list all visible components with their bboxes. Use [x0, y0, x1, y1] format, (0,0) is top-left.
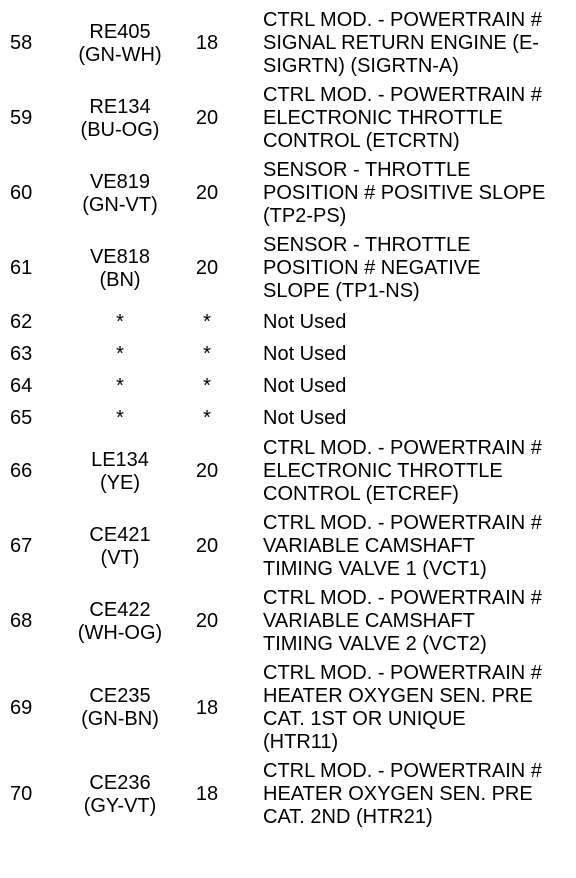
circuit-description: [238, 509, 576, 584]
description-line: CONTROL (ETCRTN): [263, 130, 460, 152]
wire-color: (GN-BN): [81, 708, 159, 730]
circuit-code: CE422: [89, 598, 151, 621]
description-line: CTRL MOD. - POWERTRAIN #: [263, 9, 542, 31]
description-line: CTRL MOD. - POWERTRAIN #: [263, 760, 542, 782]
table-row: [0, 338, 576, 370]
table-row: [0, 757, 576, 832]
pinout-table-body: [0, 6, 576, 832]
circuit-cell: [64, 757, 176, 832]
circuit-code: CE236: [89, 771, 151, 794]
wire-gauge: *: [203, 310, 211, 333]
wire-gauge: 18: [195, 783, 219, 805]
table-row: [0, 370, 576, 402]
circuit-description: [238, 338, 576, 370]
wire-gauge: 20: [195, 257, 219, 279]
description-line: SIGRTN) (SIGRTN-A): [263, 55, 459, 77]
circuit-description: [238, 659, 576, 757]
wire-gauge: 18: [195, 696, 219, 719]
pin-number: 65: [10, 406, 33, 429]
circuit-description: [238, 757, 576, 832]
circuit-cell: [64, 156, 176, 231]
description-line: POSITION # NEGATIVE: [263, 257, 481, 279]
description-line: TIMING VALVE 1 (VCT1): [263, 558, 487, 580]
wire-gauge: *: [203, 406, 211, 429]
description-line: CTRL MOD. - POWERTRAIN #: [263, 512, 542, 534]
table-row: [0, 306, 576, 338]
circuit-description: [238, 370, 576, 402]
wire-color: (WH-OG): [77, 621, 163, 644]
wire-gauge: 20: [195, 182, 219, 204]
circuit-cell: [64, 370, 176, 402]
circuit-code: *: [116, 374, 124, 397]
circuit-cell: [64, 338, 176, 370]
description-line: HEATER OXYGEN SEN. PRE: [263, 783, 533, 805]
circuit-code: CE421: [89, 523, 151, 546]
description-line: CTRL MOD. - POWERTRAIN #: [263, 84, 542, 106]
wire-gauge: *: [203, 342, 211, 365]
wire-gauge: 20: [195, 535, 219, 557]
circuit-code: *: [116, 310, 124, 333]
description-line: VARIABLE CAMSHAFT: [263, 610, 475, 632]
wire-color: (BN): [99, 268, 141, 291]
description-line: Not Used: [263, 310, 347, 333]
circuit-code: RE134: [89, 95, 151, 118]
circuit-description: [238, 81, 576, 156]
table-row: [0, 509, 576, 584]
circuit-code: RE405: [89, 20, 151, 43]
pin-number: 63: [10, 342, 33, 365]
pinout-table: [0, 6, 576, 832]
circuit-cell: [64, 402, 176, 434]
description-line: (TP2-PS): [263, 205, 347, 227]
circuit-cell: [64, 584, 176, 659]
wire-color: (GN-VT): [82, 193, 158, 216]
description-line: VARIABLE CAMSHAFT: [263, 535, 475, 557]
wire-gauge: 20: [195, 610, 219, 632]
table-row: [0, 156, 576, 231]
circuit-code: *: [116, 342, 124, 365]
wire-gauge: 18: [195, 32, 219, 54]
circuit-cell: [64, 306, 176, 338]
circuit-description: [238, 231, 576, 306]
circuit-cell: [64, 659, 176, 757]
circuit-code: VE819: [89, 170, 151, 193]
pin-number: 68: [10, 610, 33, 632]
description-line: Not Used: [263, 342, 347, 365]
wire-color: (VT): [100, 546, 140, 569]
wire-color: (YE): [100, 471, 140, 494]
description-line: ELECTRONIC THROTTLE: [263, 460, 503, 482]
circuit-cell: [64, 509, 176, 584]
description-line: Not Used: [263, 406, 347, 429]
circuit-cell: [64, 81, 176, 156]
table-row: [0, 659, 576, 757]
circuit-code: VE818: [89, 245, 151, 268]
circuit-code: LE134: [91, 448, 149, 471]
circuit-description: [238, 402, 576, 434]
circuit-description: [238, 156, 576, 231]
pin-number: 58: [10, 32, 33, 54]
pin-number: 60: [10, 182, 33, 204]
wire-gauge: 20: [195, 460, 219, 482]
circuit-code: *: [116, 406, 124, 429]
table-row: [0, 231, 576, 306]
description-line: CTRL MOD. - POWERTRAIN #: [263, 437, 542, 459]
description-line: CTRL MOD. - POWERTRAIN #: [263, 662, 542, 684]
wire-gauge: *: [203, 374, 211, 397]
table-row: [0, 6, 576, 81]
circuit-description: [238, 434, 576, 509]
description-line: SLOPE (TP1-NS): [263, 280, 420, 302]
circuit-code: CE235: [89, 685, 151, 707]
wire-color: (BU-OG): [80, 118, 160, 141]
description-line: TIMING VALVE 2 (VCT2): [263, 633, 487, 655]
circuit-description: [238, 6, 576, 81]
wire-color: (GN-WH): [78, 43, 162, 66]
description-line: CAT. 2ND (HTR21): [263, 806, 433, 828]
table-row: [0, 434, 576, 509]
circuit-description: [238, 584, 576, 659]
wire-gauge: 20: [195, 107, 219, 129]
table-row: [0, 402, 576, 434]
description-line: CTRL MOD. - POWERTRAIN #: [263, 587, 542, 609]
description-line: Not Used: [263, 374, 347, 397]
description-line: ELECTRONIC THROTTLE: [263, 107, 503, 129]
table-row: [0, 584, 576, 659]
description-line: CONTROL (ETCREF): [263, 483, 459, 505]
circuit-cell: [64, 6, 176, 81]
table-row: [0, 81, 576, 156]
wire-color: (GY-VT): [83, 794, 157, 817]
circuit-cell: [64, 434, 176, 509]
description-line: SENSOR - THROTTLE: [263, 234, 471, 256]
pin-number: 66: [10, 460, 33, 482]
pin-number: 61: [10, 257, 33, 279]
pin-number: 62: [10, 310, 33, 333]
description-line: HEATER OXYGEN SEN. PRE: [263, 685, 533, 707]
pin-number: 70: [10, 783, 33, 805]
circuit-description: [238, 306, 576, 338]
description-line: CAT. 1ST OR UNIQUE: [263, 708, 466, 730]
pin-number: 64: [10, 374, 33, 397]
pin-number: 59: [10, 107, 33, 129]
description-line: (HTR11): [263, 731, 339, 753]
pin-number: 67: [10, 535, 33, 557]
description-line: SENSOR - THROTTLE: [263, 159, 471, 181]
circuit-cell: [64, 231, 176, 306]
description-line: POSITION # POSITIVE SLOPE: [263, 182, 546, 204]
description-line: SIGNAL RETURN ENGINE (E-: [263, 32, 539, 54]
pin-number: 69: [10, 696, 33, 719]
